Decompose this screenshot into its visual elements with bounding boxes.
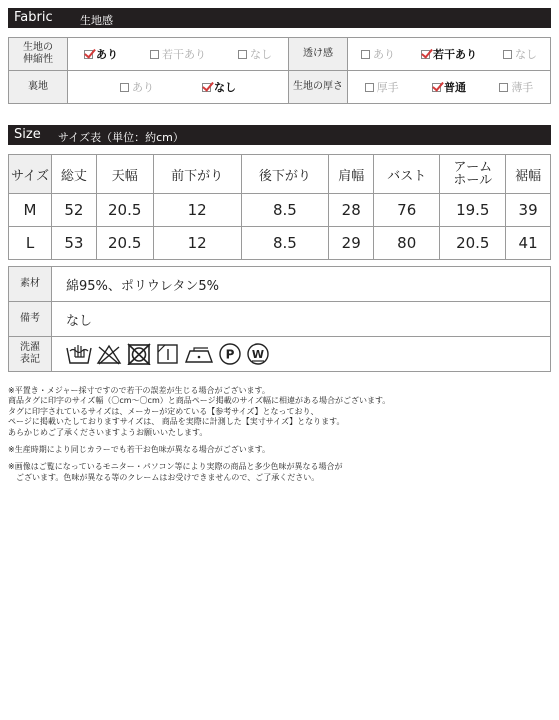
lining-label: 裏地 — [9, 71, 68, 104]
stretch-option — [150, 46, 206, 62]
size-value-cell: 20.5 — [96, 194, 153, 227]
checked-checkbox-icon — [84, 50, 93, 59]
fabric-title-jp: 生地感 — [80, 14, 113, 27]
notes-block-2 — [8, 445, 390, 455]
checkbox-icon — [503, 50, 512, 59]
note-line: タグに印字されているサイズは、メーカーが定めている【参考サイズ】となっており、 — [8, 406, 319, 416]
thickness-option — [499, 79, 533, 95]
size-name-cell: M — [9, 194, 52, 227]
size-table — [8, 154, 551, 260]
sheer-options — [348, 38, 551, 71]
thickness-label: 生地の厚さ — [289, 71, 348, 104]
checked-checkbox-icon — [202, 83, 211, 92]
dry-clean-p-letter: P — [225, 347, 235, 362]
option-label: 若干あり — [433, 48, 477, 61]
material-label: 素材 — [9, 267, 52, 302]
lining-option — [120, 79, 154, 95]
fabric-table — [8, 37, 551, 104]
remarks-label: 備考 — [9, 302, 52, 337]
size-header-cell: 後下がり — [241, 155, 329, 194]
care-icons — [52, 337, 551, 372]
remarks-value: なし — [52, 302, 551, 337]
hand-wash-icon — [66, 343, 92, 365]
care-label: 洗濯 表記 — [9, 337, 52, 372]
size-header-cell: サイズ — [9, 155, 52, 194]
notes-block-3 — [8, 462, 390, 483]
checkbox-icon — [150, 50, 159, 59]
size-header-cell: 天幅 — [96, 155, 153, 194]
size-value-cell: 76 — [374, 194, 440, 227]
dry-clean-p-icon — [218, 342, 242, 366]
size-value-cell: 53 — [52, 227, 97, 260]
checked-checkbox-icon — [421, 50, 430, 59]
note-line: ※平置き・メジャー採寸ですので若干の誤差が生じる場合がございます。 — [8, 386, 270, 395]
lining-options — [68, 71, 289, 104]
stretch-options — [68, 38, 289, 71]
size-header-row — [9, 155, 551, 194]
table-row — [9, 227, 551, 260]
size-value-cell: 28 — [329, 194, 374, 227]
checkbox-icon — [238, 50, 247, 59]
option-label: 普通 — [443, 81, 466, 94]
size-header-cell: バスト — [374, 155, 440, 194]
option-label: あり — [373, 48, 395, 61]
option-label: 若干あり — [162, 48, 206, 61]
option-label: なし — [214, 81, 236, 94]
size-header-cell: 裾幅 — [506, 155, 551, 194]
option-label: あり — [96, 48, 118, 61]
no-tumble-dry-icon — [126, 343, 152, 365]
note-line: ※生産時期により同じカラーでも若干お色味が異なる場合がございます。 — [8, 445, 271, 455]
size-name-cell: L — [9, 227, 52, 260]
table-row — [9, 194, 551, 227]
size-value-cell: 20.5 — [96, 227, 153, 260]
fabric-section-header — [8, 8, 551, 28]
thickness-options — [348, 71, 551, 104]
stretch-label: 生地の 伸縮性 — [9, 38, 68, 71]
checkbox-icon — [361, 50, 370, 59]
option-label: なし — [515, 48, 537, 61]
size-value-cell: 29 — [329, 227, 374, 260]
iron-icon — [184, 343, 214, 365]
sheer-option — [421, 46, 477, 62]
stretch-option — [238, 46, 272, 62]
stretch-option — [84, 46, 118, 62]
option-label: 薄手 — [511, 81, 534, 94]
size-value-cell: 20.5 — [440, 227, 506, 260]
material-value: 綿95%、ポリウレタン5% — [52, 267, 551, 302]
lining-option — [202, 79, 236, 95]
wet-clean-w-icon — [246, 342, 270, 366]
size-header-cell: アーム ホール — [440, 155, 506, 194]
size-value-cell: 80 — [374, 227, 440, 260]
notes-block-1 — [8, 386, 390, 438]
size-title-en: Size — [14, 127, 41, 142]
checked-checkbox-icon — [432, 83, 441, 92]
thickness-option — [365, 79, 399, 95]
size-title-jp: サイズ表（単位：約cm） — [58, 131, 184, 144]
option-label: 厚手 — [376, 81, 399, 94]
size-value-cell: 8.5 — [241, 227, 329, 260]
size-header-cell: 総丈 — [52, 155, 97, 194]
size-header-cell: 前下がり — [153, 155, 241, 194]
option-label: あり — [132, 81, 154, 94]
note-line: ございます。色味が異なる等のクレームはお受けできませんので、ご了承ください。 — [8, 472, 320, 482]
size-value-cell: 12 — [153, 194, 241, 227]
size-header-cell: 肩幅 — [329, 155, 374, 194]
no-bleach-icon — [96, 343, 122, 365]
sheer-label: 透け感 — [289, 38, 348, 71]
size-value-cell: 52 — [52, 194, 97, 227]
note-line: ページに掲載いたしておりますサイズは、 商品を実際に計測した【実寸サイズ】となります。 — [8, 417, 345, 427]
size-value-cell: 19.5 — [440, 194, 506, 227]
thickness-option — [432, 79, 466, 95]
line-dry-shade-icon — [156, 343, 180, 365]
info-table — [8, 266, 551, 372]
note-line: 商品タグに印字のサイズ幅（〇cm〜〇cm）と商品ページ掲載のサイズ幅に相違がある場合がございます。 — [8, 396, 391, 406]
fabric-title-en: Fabric — [14, 10, 53, 25]
option-label: なし — [250, 48, 272, 61]
checkbox-icon — [120, 83, 129, 92]
checkbox-icon — [499, 83, 508, 92]
notes — [8, 386, 390, 483]
wet-clean-w-letter: W — [251, 348, 265, 361]
checkbox-icon — [365, 83, 374, 92]
sheer-option — [503, 46, 537, 62]
size-value-cell: 41 — [506, 227, 551, 260]
sheer-option — [361, 46, 395, 62]
size-value-cell: 8.5 — [241, 194, 329, 227]
note-line: ※画像はご覧になっているモニター・パソコン等により実際の商品と多少色味が異なる場合が — [8, 462, 343, 472]
note-line: あらかじめご了承くださいますようお願いいたします。 — [8, 427, 208, 437]
size-value-cell: 39 — [506, 194, 551, 227]
size-value-cell: 12 — [153, 227, 241, 260]
size-section-header — [8, 125, 551, 145]
